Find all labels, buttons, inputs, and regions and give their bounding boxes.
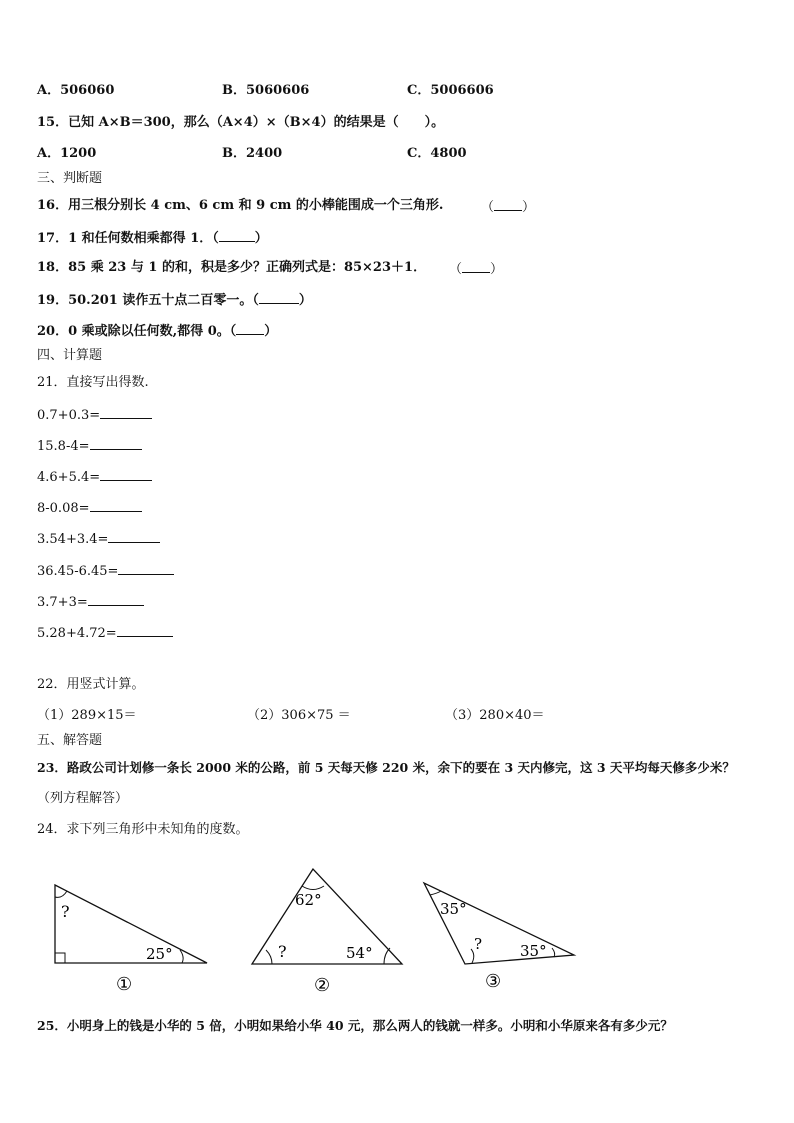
q17-line: [37, 228, 268, 248]
q15-option-b: B．2400: [222, 146, 283, 161]
q21-item: [37, 592, 144, 612]
triangle-2-right-angle: 54°: [346, 944, 373, 962]
q17-text: 17．1 和任何数相乘都得 1．（: [37, 231, 219, 246]
q22-part-2: （2）306×75 ＝: [247, 708, 351, 723]
triangle-2-label: ②: [314, 975, 331, 996]
q21-item: [37, 405, 152, 425]
q21-blank: [90, 498, 142, 512]
q14-option-b: B．5060606: [222, 83, 310, 98]
q19-bracket-close: ）: [298, 293, 312, 308]
triangle-2-top-angle: 62°: [295, 891, 322, 909]
triangle-1-label: ①: [116, 974, 133, 995]
q21-expr: 15.8-4=: [37, 439, 90, 454]
q22-text: 22．用竖式计算。: [37, 677, 145, 692]
q21-expr: 8-0.08=: [37, 501, 90, 516]
q22-part-3: （3）280×40＝: [445, 708, 545, 723]
triangle-2-shape: [252, 869, 402, 964]
q20-bracket-close: ）: [264, 324, 278, 339]
triangle-3-right-angle: 35°: [520, 942, 547, 960]
q20-text: 20．0 乘或除以任何数,都得 0。（: [37, 324, 237, 339]
q16-answer-bracket: [481, 197, 535, 217]
q19-line: [37, 290, 312, 310]
triangle-1-angle-arc-right: [180, 950, 183, 963]
q21-text: 21．直接写出得数.: [37, 375, 149, 390]
q21-blank: [100, 467, 152, 481]
triangle-1-angle: 25°: [146, 945, 173, 963]
q21-item: [37, 623, 173, 643]
q21-item: [37, 561, 174, 581]
q16-text: 16．用三根分别长 4 cm、6 cm 和 9 cm 的小棒能围成一个三角形.: [37, 198, 444, 213]
section-5-heading: 五、解答题: [37, 733, 103, 748]
triangle-2-angle-arc-left: [266, 950, 272, 964]
q17-bracket-close: ）: [254, 231, 268, 246]
triangle-1-angle-arc-top: [55, 891, 67, 897]
q16-bracket-close: ）: [522, 200, 536, 215]
triangle-3-label: ③: [485, 971, 502, 992]
triangle-3-angle-arc-top: [430, 891, 441, 895]
q21-expr: 0.7+0.3=: [37, 408, 101, 423]
q21-blank: [108, 529, 160, 543]
q23-text: 23．路政公司计划修一条长 2000 米的公路，前 5 天每天修 220 米，余下的要在 3 天内修完，这 3 天平均每天修多少米？: [37, 760, 735, 775]
q21-blank: [117, 623, 173, 637]
triangle-2-unknown: ?: [278, 942, 287, 961]
q18-bracket-close: ）: [490, 262, 504, 277]
q16-bracket-open: （: [481, 200, 495, 215]
q21-expr: 4.6+5.4=: [37, 470, 101, 485]
q16-answer-blank: [494, 197, 522, 211]
q21-blank: [90, 436, 142, 450]
q17-answer-blank: [219, 228, 255, 242]
q15-option-c: C．4800: [407, 146, 467, 161]
triangle-3-top-angle: 35°: [440, 900, 467, 918]
q21-expr: 3.54+3.4=: [37, 532, 109, 547]
triangle-1: [55, 885, 207, 995]
q21-expr: 5.28+4.72=: [37, 626, 117, 641]
triangle-2-angle-arc-top: [302, 886, 324, 890]
q18-answer-blank: [462, 259, 490, 273]
q24-triangles-figure: [0, 860, 794, 1000]
q22-part-1: （1）289×15＝: [37, 708, 137, 723]
right-angle-mark: [55, 953, 65, 963]
q14-option-c: C．5006606: [407, 83, 494, 98]
q21-item: [37, 529, 160, 549]
triangle-1-unknown: ?: [61, 902, 70, 921]
q21-item: [37, 498, 142, 518]
q25-text: 25．小明身上的钱是小华的 5 倍，小明如果给小华 40 元，那么两人的钱就一样多。小明和小华原来各有多少元？: [37, 1018, 673, 1033]
q21-blank: [88, 592, 144, 606]
q21-expr: 36.45-6.45=: [37, 564, 119, 579]
q24-text: 24．求下列三角形中未知角的度数。: [37, 822, 249, 837]
q21-blank: [100, 405, 152, 419]
q18-answer-bracket: [449, 259, 503, 279]
q21-item: [37, 436, 142, 456]
q19-text: 19．50.201 读作五十点二百零一。（: [37, 293, 259, 308]
q15-text: 15．已知 A×B＝300，那么（A×4）×（B×4）的结果是（ ）。: [37, 115, 445, 130]
q20-line: [37, 321, 277, 341]
q23-note: （列方程解答）: [37, 791, 129, 806]
q14-option-a: A．506060: [37, 83, 115, 98]
q18-text: 18．85 乘 23 与 1 的和，积是多少？正确列式是：85×23＋1．: [37, 260, 427, 275]
triangle-3: [424, 883, 574, 992]
triangle-3-unknown: ?: [474, 935, 483, 953]
q20-answer-blank: [236, 321, 264, 335]
q18-bracket-open: （: [449, 262, 463, 277]
triangle-3-shape: [424, 883, 574, 964]
q21-item: [37, 467, 152, 487]
q15-option-a: A．1200: [37, 146, 97, 161]
section-4-heading: 四、计算题: [37, 348, 103, 363]
q21-blank: [118, 561, 174, 575]
section-3-heading: 三、判断题: [37, 171, 103, 186]
triangle-2: [252, 869, 402, 996]
q21-expr: 3.7+3=: [37, 595, 88, 610]
triangle-1-shape: [55, 885, 207, 963]
triangle-3-angle-arc-right: [552, 948, 555, 957]
q19-answer-blank: [259, 290, 299, 304]
